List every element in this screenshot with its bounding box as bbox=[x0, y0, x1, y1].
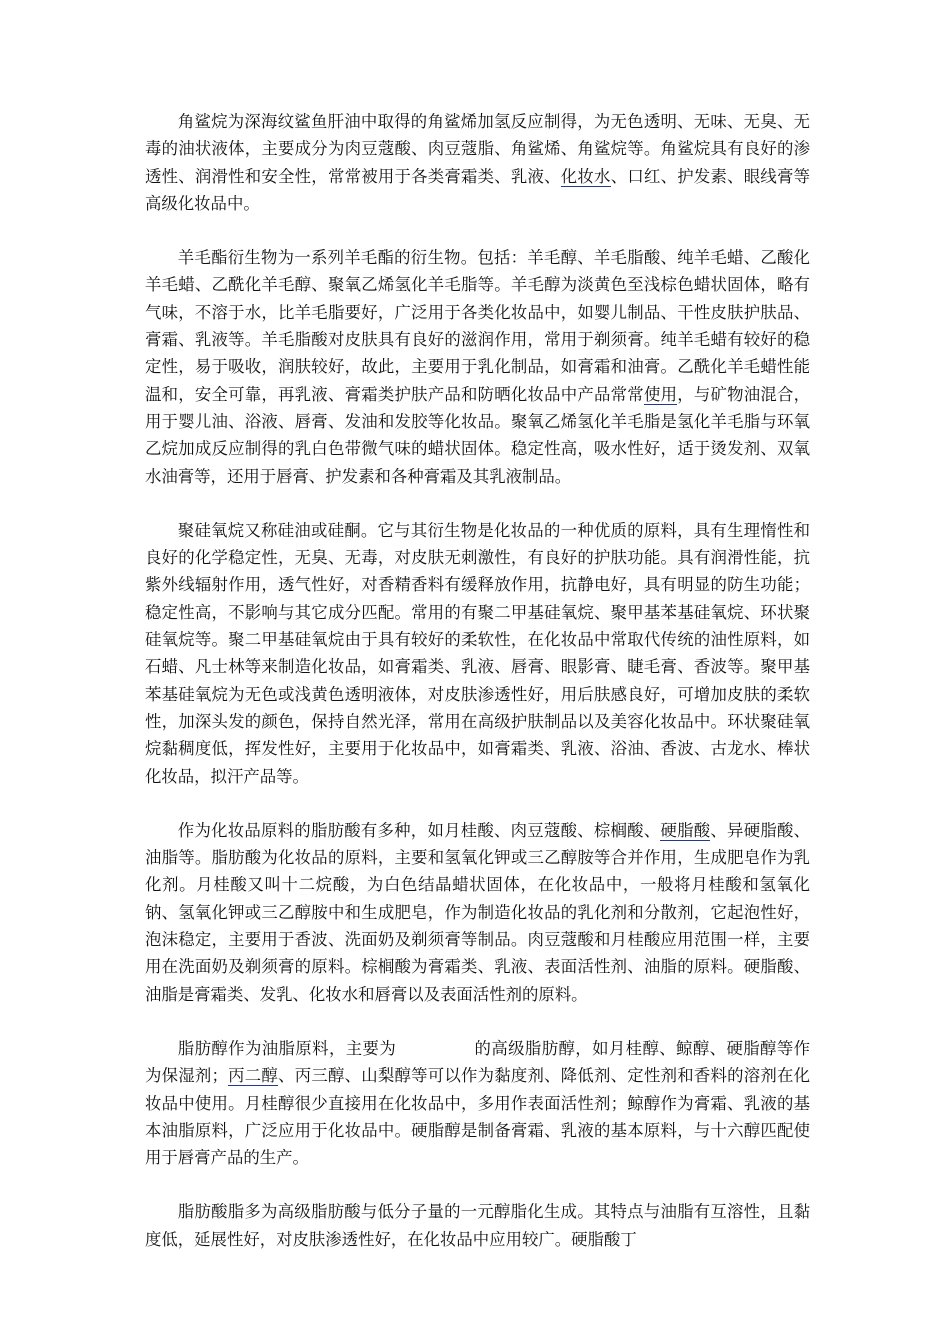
paragraph-text: 脂肪酸脂多为高级脂肪酸与低分子量的一元醇脂化生成。其特点与油脂有互溶性，且黏度低，延展性好，对皮肤渗透性好，在化妆品中应用较广。硬脂酸丁 bbox=[145, 1202, 810, 1249]
paragraph-text: 羊毛酯衍生物为一系列羊毛酯的衍生物。包括：羊毛醇、羊毛脂酸、纯羊毛蜡、乙酸化羊毛蜡、乙酰化羊毛醇、聚氧乙烯氢化羊毛脂等。羊毛醇为淡黄色至浅棕色蜡状固体，略有气味，不溶于水，比羊毛脂要好，广泛用于各类化妆品中，如婴儿制品、干性皮肤护肤品、膏霜、乳液等。羊毛脂酸对皮肤具有良好的滋润作用，常用于剃须膏。纯羊毛蜡有较好的稳定性，易于吸收，润肤较好，故此，主要用于乳化制品，如膏霜和油膏。乙酰化羊毛蜡性能温和，安全可靠，再乳液、膏霜类护肤产品和防晒化妆品中产品常常 bbox=[145, 248, 810, 404]
paragraph-text: 、异硬脂酸、油脂等。脂肪酸为化妆品的原料，主要和氢氧化钾或三乙醇胺等合并作用，生成肥皂作为乳化剂。月桂酸又叫十二烷酸，为白色结晶蜡状固体，在化妆品中，一般将月桂酸和氢氧化钠、氢氧化钾或三乙醇胺中和生成肥皂，作为制造化妆品的乳化剂和分散剂，它起泡性好，泡沫稳定，主要用于香波、洗面奶及剃须膏等制品。肉豆蔻酸和月桂酸应用范围一样，主要用在洗面奶及剃须膏的原料。棕榈酸为膏霜类、乳液、表面活性剂、油脂的原料。硬脂酸、油脂是膏霜类、发乳、化妆水和唇膏以及表面活性剂的原料。 bbox=[145, 820, 811, 1004]
paragraph-fatty-esters bbox=[145, 1198, 810, 1253]
link-toner[interactable]: 化妆水 bbox=[560, 166, 611, 186]
paragraph-fatty-alcohols bbox=[145, 1035, 810, 1171]
paragraph-fatty-acids bbox=[145, 817, 810, 1008]
paragraph-text: 、丙三醇、山梨醇等可以作为黏度剂、降低剂、定性剂和香料的溶剂在化妆品中使用。月桂醇很少直接用在化妆品中，多用作表面活性剂；鲸醇作为膏霜、乳液的基本油脂原料，广泛应用于化妆品中。硬脂醇是制备膏霜、乳液的基本原料，与十六醇匹配使用于唇膏产品的生产。 bbox=[145, 1066, 811, 1168]
link-use[interactable]: 使用 bbox=[643, 384, 678, 404]
paragraph-text: 、口红、护发素、眼线膏等高级化妆品中。 bbox=[145, 166, 811, 213]
paragraph-text: ，与矿物油混合，用于婴儿油、浴液、唇膏、发油和发胶等化妆品。聚氧乙烯氢化羊毛脂是氢化羊毛脂与环氧乙烷加成反应制得的乳白色带微气味的蜡状固体。稳定性高，吸水性好，适于烫发剂、双氧水油膏等，还用于唇膏、护发素和各种膏霜及其乳液制品。 bbox=[145, 384, 811, 486]
paragraph-polysiloxane bbox=[145, 517, 810, 790]
link-stearic-acid[interactable]: 硬脂酸 bbox=[660, 820, 711, 840]
link-propylene-glycol[interactable]: 丙二醇 bbox=[227, 1066, 279, 1086]
paragraph-text: 作为化妆品原料的脂肪酸有多种，如月桂酸、肉豆蔻酸、棕榈酸、 bbox=[177, 820, 661, 840]
paragraph-text: 聚硅氧烷又称硅油或硅酮。它与其衍生物是化妆品的一种优质的原料，具有生理惰性和良好的化学稳定性，无臭、无毒，对皮肤无刺激性，有良好的护肤功能。具有润滑性能，抗紫外线辐射作用，透气性好，对香精香料有缓释放作用，抗静电好，具有明显的防生功能；稳定性高，不影响与其它成分匹配。常用的有聚二甲基硅氧烷、聚甲基苯基硅氧烷、环状聚硅氧烷等。聚二甲基硅氧烷由于具有较好的柔软性，在化妆品中常取代传统的油性原料，如石蜡、凡士林等来制造化妆品，如膏霜类、乳液、唇膏、眼影膏、睫毛膏、香波等。聚甲基苯基硅氧烷为无色或浅黄色透明液体，对皮肤渗透性好，用后肤感良好，可增加皮肤的柔软性，加深头发的颜色，保持自然光泽，常用在高级护肤制品以及美容化妆品中。环状聚硅氧烷黏稠度低，挥发性好，主要用于化妆品中，如膏霜类、乳液、浴油、香波、古龙水、棒状化妆品，拟汗产品等。 bbox=[145, 520, 810, 786]
paragraph-squalane bbox=[145, 108, 810, 217]
paragraph-lanolin-derivatives bbox=[145, 244, 810, 490]
paragraph-text: 角鲨烷为深海纹鲨鱼肝油中取得的角鲨烯加氢反应制得，为无色透明、无味、无臭、无毒的油状液体，主要成分为肉豆蔻酸、肉豆蔻脂、角鲨烯、角鲨烷等。角鲨烷具有良好的渗透性、润滑性和安全性，常常被用于各类膏霜类、乳液、 bbox=[145, 112, 810, 186]
paragraph-text: 的高级脂肪醇，如月桂醇、鲸醇、硬脂醇等作为保湿剂； bbox=[145, 1038, 811, 1086]
paragraph-text: 脂肪醇作为油脂原料，主要为 bbox=[177, 1038, 397, 1058]
document-page bbox=[145, 108, 810, 1253]
